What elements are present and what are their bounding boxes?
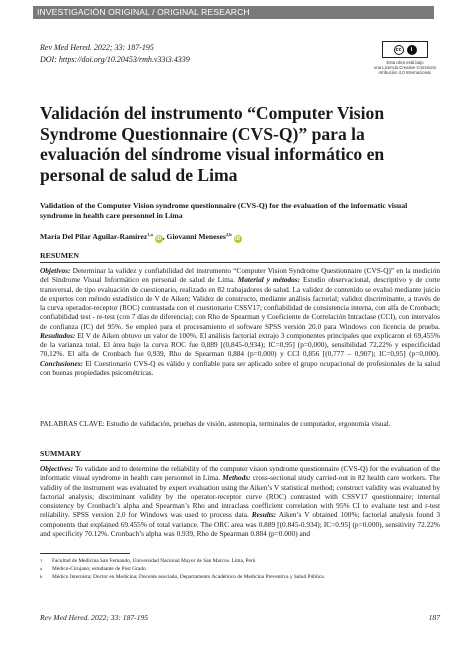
affiliation-sup: 1,a [147,232,153,237]
article-title: Validación del instrumento “Computer Vision Syndrome Questionnaire (CVS-Q)” para la evaluación del síndrome visual informático en personal de salud de Lima [40,103,385,185]
page-number: 187 [428,613,440,622]
attribution-icon: i [407,45,417,55]
section-banner: INVESTIGACIÓN ORIGINAL / ORIGINAL RESEARCH [33,6,434,19]
license-text: Esta obra está bajo una Licencia Creative Commons Atribución 4.0 Internacional. [373,60,437,76]
doi-link[interactable]: DOI: https://doi.org/10.20453/rmh.v33i3.4339 [40,55,190,64]
author-line: María Del Pilar Aguilar-Ramírez$^{1,a}$ iD , Giovanni Meneses$^{2,b}$ iD [40,232,241,242]
footer-citation: Rev Med Hered. 2022; 33: 187-195 [40,613,149,622]
footnote: b Médico Internista; Doctor en Medicina; Docente asociado, Departamento Académico de Medicina Preventiva y Salud Pública. [40,574,326,581]
author-name: Giovanni Meneses [166,232,226,241]
author-name: María Del Pilar Aguilar-Ramírez [40,232,148,241]
footnote: a Médico-Cirujano; estudiante de Post Grado. [40,566,148,573]
orcid-icon[interactable]: iD [156,236,162,242]
orcid-icon[interactable]: iD [235,236,241,242]
page-footer [40,613,440,622]
cc-icon: cc [394,45,404,55]
license-block [372,41,438,76]
footnote-divider [40,553,130,554]
resumen-body: Objetivos: Determinar la validez y confiabilidad del instrumento “Computer Vision Syndrome Questionnaire (CVS-Q)” en la medición del Síndrome Visual Informático en personal de salud de Lima. Material y métodos: Estudio observacional, descriptivo y de corte transversal, de tipo evaluación de cuestionario, realizado en 82 trabajadores de salud. La validez de contenido se evaluó mediante juicio de expertos con método estadístico de V de Aiken; Validez de constructo, mediante análisis factorial; validez discriminante, a través de la curva operador-receptor (ROC) contrastada con el cuestionario CSSV17; confiabilidad de consistencia interna, con alfa de Cronbach; confiabilidad test - re-test (con 7 días de diferencia); con Rho de Spearman y Coeficiente de Correlación Intraclase (CCI), con intervalos de confianza (IC) del 95%. Se empleó para el procesamiento el software SPSS versión 20.0 para Windows con licencia de prueba. Resultados: El V de Aiken obtuvo un valor de 100%. El análisis factorial extrajo 3 componentes principales que explicaron el 69,455% de la varianza total. El área bajo la curva ROC fue 0,889 [(0,845-0,934); IC=0,95] (p=0,000), sensibilidad 72,22% y especificidad 70,12%. El alfa de Cronbach fue 0,939, Rho de Spearman 0,884 (p=0,000) y CCI 0,856 [(0,777 – 0,907); IC=0,95] (p=0,000). Conclusiones: El Cuestionario CVS-Q es válido y confiable para ser aplicado sobre el grupo ocupacional de profesionales de la salud con buenas propiedades psicométricas. [40,266,440,377]
divider [40,262,440,263]
citation-block [40,42,190,66]
resumen-heading: RESUMEN [40,251,79,260]
summary-body: Objectives: To validate and to determine the reliability of the computer vision syndrome questionnaire (CVS-Q) for the evaluation of the informatic visual syndrome in health care personnel in Lima. Methods: cross-sectional study carried-out in 82 health care workers. The validity of the instrument was evaluated by expert evaluation using the Aiken’s V statistical method; construct validity was evaluated by factorial analysis; discriminant validity by the operator-receptor curve (ROC) contrasted with CSSV17 questionnaire; internal consistency by Cronbach’s alpha and Spearman’s Rho and intraclass coefficient correlation with 95% CI to evaluate test and r-test reliability. SPSS version 2.0 for Windows was used to process data. Results: Aiken’s V obtained 100%; factorial analysis found 3 components that explained 69.455% of total variance. The ORC area was 0.889 [(0.845-0.934); IC=0.95] (p=0.000), sensitivity 72.22% and specificity 70.12%. Cronbach’s alpha was 0.939, Rho de Spearman 0.884 (p=0.000) and [40,464,441,538]
affiliation-sup: 2,b [225,232,232,237]
footnotes [40,557,440,582]
creative-commons-badge[interactable] [382,41,428,58]
divider [40,460,440,461]
keywords: PALABRAS CLAVE: Estudio de validación, pruebas de visión, astenopia, terminales de computador, ergonomía visual. [40,419,391,428]
footnote: 1 Facultad de Medicina San Fernando, Universidad Nacional Mayor de San Marcos. Lima, Perú [40,558,256,564]
article-subtitle: Validation of the Computer Vision syndrome questionnaire (CVS-Q) for the evaluation of the informatic visual syndrome in health care personnel in Lima [40,201,408,220]
summary-heading: SUMMARY [40,449,82,458]
journal-citation: Rev Med Hered. 2022; 33: 187-195 [40,43,154,52]
